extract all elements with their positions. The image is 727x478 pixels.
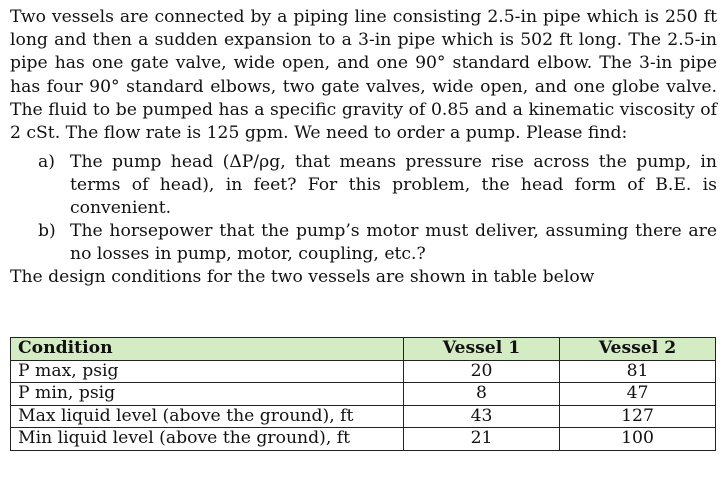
design-conditions-table	[10, 337, 716, 451]
question-marker: b)	[38, 221, 56, 242]
header-vessel-2: Vessel 2	[560, 338, 716, 361]
cell-vessel-2: 47	[560, 383, 716, 406]
cell-vessel-1: 8	[404, 383, 560, 406]
cell-condition: P min, psig	[11, 383, 404, 406]
header-vessel-1: Vessel 1	[404, 338, 560, 361]
cell-condition: Max liquid level (above the ground), ft	[11, 405, 404, 428]
question-list	[10, 151, 717, 266]
cell-vessel-1: 20	[404, 360, 560, 383]
question-text: The horsepower that the pump’s motor must deliver, assuming there are no losses in pump, motor, coupling, etc.?	[70, 221, 717, 265]
table-header-row	[11, 338, 716, 361]
cell-vessel-1: 43	[404, 405, 560, 428]
table-row	[11, 360, 716, 383]
cell-condition: Min liquid level (above the ground), ft	[11, 428, 404, 451]
question-marker: a)	[38, 152, 55, 173]
question-text: The pump head (ΔP/ρg, that means pressure rise across the pump, in terms of head), in feet? For this problem, the head form of B.E. is convenient.	[70, 152, 717, 219]
table-row	[11, 383, 716, 406]
cell-vessel-2: 81	[560, 360, 716, 383]
question-item-b	[10, 220, 717, 266]
table-intro: The design conditions for the two vessels are shown in table below	[10, 267, 595, 288]
problem-statement: Two vessels are connected by a piping line consisting 2.5-in pipe which is 250 ft long and then a sudden expansion to a 3-in pipe which is 502 ft long. The 2.5-in pipe has one gate valve, wide open, and one 90° standard elbow. The 3-in pipe has four 90° standard elbows, two gate valves, wide open, and one globe valve. The fluid to be pumped has a specific gravity of 0.85 and a kinematic viscosity of 2 cSt. The flow rate is 125 gpm. We need to order a pump. Please find:	[10, 7, 717, 144]
cell-vessel-1: 21	[404, 428, 560, 451]
cell-vessel-2: 127	[560, 405, 716, 428]
table-row	[11, 428, 716, 451]
table-row	[11, 405, 716, 428]
cell-vessel-2: 100	[560, 428, 716, 451]
question-item-a	[10, 151, 717, 220]
cell-condition: P max, psig	[11, 360, 404, 383]
header-condition: Condition	[11, 338, 404, 361]
